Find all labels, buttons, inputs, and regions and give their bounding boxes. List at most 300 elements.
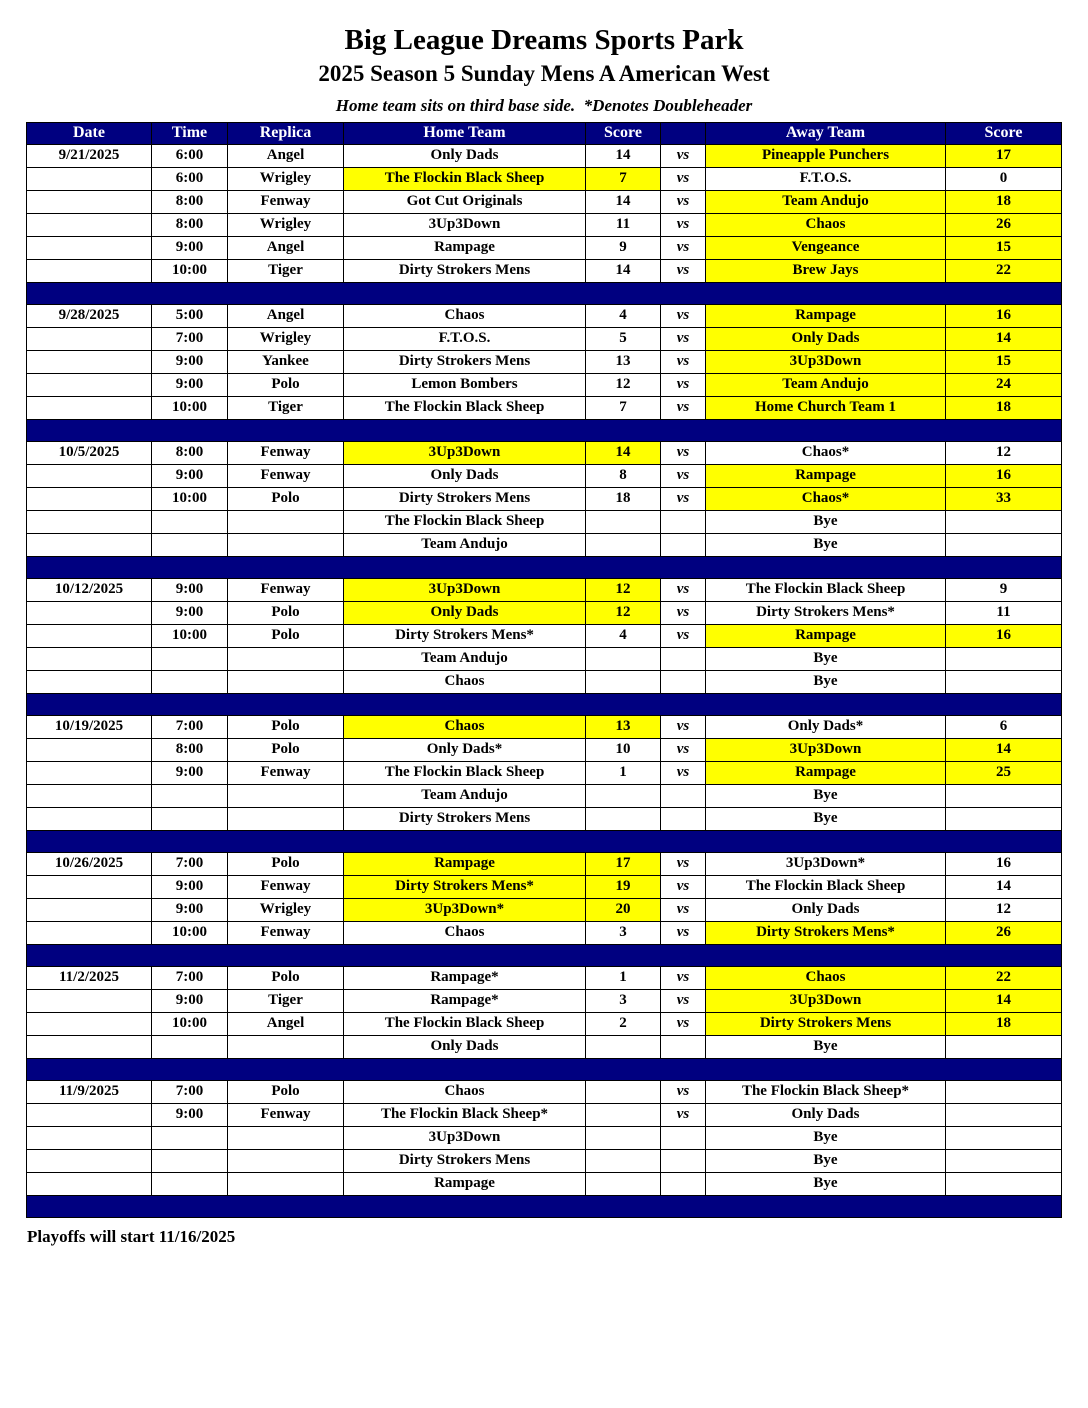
vs-cell: vs [661,1012,706,1035]
replica-cell: Polo [228,487,344,510]
vs-cell [661,1035,706,1058]
home-team-cell: 3Up3Down [344,578,586,601]
col-replica: Replica [228,122,344,144]
time-cell [152,1149,228,1172]
home-team-cell: Only Dads* [344,738,586,761]
page-subtitle: 2025 Season 5 Sunday Mens A American West [318,61,770,87]
col-vs [661,122,706,144]
time-cell: 9:00 [152,989,228,1012]
home-team-cell: Rampage [344,852,586,875]
vs-cell: vs [661,761,706,784]
away-team-cell: Rampage [706,761,946,784]
schedule-row [27,213,1062,236]
schedule-row [27,1172,1062,1195]
replica-cell: Fenway [228,921,344,944]
away-team-cell: Team Andujo [706,373,946,396]
time-cell: 7:00 [152,966,228,989]
away-score-cell [946,1149,1062,1172]
date-cell: 10/12/2025 [27,578,152,601]
away-score-cell: 25 [946,761,1062,784]
away-score-cell: 9 [946,578,1062,601]
time-cell: 9:00 [152,761,228,784]
time-cell [152,670,228,693]
schedule-row [27,350,1062,373]
home-score-cell: 12 [586,601,661,624]
home-score-cell [586,784,661,807]
home-team-cell: Dirty Strokers Mens* [344,624,586,647]
home-score-cell: 20 [586,898,661,921]
home-score-cell: 14 [586,190,661,213]
vs-cell [661,1149,706,1172]
replica-cell [228,1126,344,1149]
replica-cell [228,784,344,807]
away-score-cell: 22 [946,966,1062,989]
group-separator [27,830,1062,852]
replica-cell: Fenway [228,761,344,784]
date-cell [27,510,152,533]
schedule-row [27,898,1062,921]
vs-cell [661,533,706,556]
schedule-row [27,259,1062,282]
replica-cell: Polo [228,624,344,647]
date-cell: 11/9/2025 [27,1080,152,1103]
home-score-cell: 11 [586,213,661,236]
home-team-cell: Only Dads [344,464,586,487]
schedule-row [27,1080,1062,1103]
replica-cell: Wrigley [228,898,344,921]
away-team-cell: Chaos [706,213,946,236]
home-team-cell: Chaos [344,304,586,327]
date-cell [27,236,152,259]
home-team-cell: Team Andujo [344,647,586,670]
replica-cell: Tiger [228,259,344,282]
date-cell [27,670,152,693]
away-team-cell: Only Dads* [706,715,946,738]
away-team-cell: Chaos [706,966,946,989]
date-cell: 10/5/2025 [27,441,152,464]
schedule-row [27,373,1062,396]
home-score-cell: 13 [586,715,661,738]
schedule-row [27,167,1062,190]
away-score-cell [946,1103,1062,1126]
schedule-row [27,807,1062,830]
col-away-team: Away Team [706,122,946,144]
col-date: Date [27,122,152,144]
home-team-cell: Lemon Bombers [344,373,586,396]
away-team-cell: Dirty Strokers Mens* [706,601,946,624]
home-team-cell: Dirty Strokers Mens [344,807,586,830]
home-team-cell: Rampage* [344,966,586,989]
away-team-cell: Bye [706,1035,946,1058]
home-score-cell: 13 [586,350,661,373]
away-team-cell: Only Dads [706,1103,946,1126]
schedule-row [27,327,1062,350]
date-cell [27,350,152,373]
away-score-cell: 26 [946,213,1062,236]
away-score-cell [946,510,1062,533]
table-header [27,122,1062,144]
schedule-row [27,715,1062,738]
replica-cell [228,647,344,670]
vs-cell [661,670,706,693]
vs-cell: vs [661,966,706,989]
home-score-cell: 7 [586,396,661,419]
schedule-row [27,761,1062,784]
group-separator [27,419,1062,441]
group-separator [27,282,1062,304]
replica-cell [228,1172,344,1195]
schedule-row [27,144,1062,167]
date-cell [27,213,152,236]
schedule-table [26,122,1062,1218]
home-score-cell [586,1126,661,1149]
replica-cell [228,670,344,693]
date-cell [27,1035,152,1058]
away-score-cell: 14 [946,327,1062,350]
home-score-cell: 18 [586,487,661,510]
home-team-cell: 3Up3Down [344,441,586,464]
date-cell [27,624,152,647]
separator-bar [27,1058,1062,1080]
away-team-cell: The Flockin Black Sheep [706,578,946,601]
away-team-cell: The Flockin Black Sheep* [706,1080,946,1103]
schedule-row [27,190,1062,213]
away-team-cell: Chaos* [706,487,946,510]
schedule-row [27,784,1062,807]
date-cell [27,898,152,921]
time-cell: 8:00 [152,213,228,236]
away-score-cell: 16 [946,852,1062,875]
home-team-cell: The Flockin Black Sheep [344,510,586,533]
home-score-cell [586,1080,661,1103]
home-team-cell: The Flockin Black Sheep [344,167,586,190]
date-cell: 11/2/2025 [27,966,152,989]
time-cell: 9:00 [152,898,228,921]
time-cell: 9:00 [152,578,228,601]
home-score-cell [586,807,661,830]
away-team-cell: Bye [706,1126,946,1149]
time-cell [152,647,228,670]
away-score-cell [946,1035,1062,1058]
away-team-cell: Pineapple Punchers [706,144,946,167]
away-team-cell: Only Dads [706,898,946,921]
home-score-cell [586,1103,661,1126]
replica-cell: Polo [228,966,344,989]
schedule-row [27,510,1062,533]
home-score-cell: 14 [586,441,661,464]
time-cell: 8:00 [152,738,228,761]
replica-cell: Polo [228,738,344,761]
time-cell: 10:00 [152,259,228,282]
date-cell [27,761,152,784]
away-team-cell: 3Up3Down [706,738,946,761]
away-score-cell: 6 [946,715,1062,738]
away-team-cell: Bye [706,670,946,693]
schedule-row [27,487,1062,510]
home-score-cell [586,1149,661,1172]
home-team-cell: Team Andujo [344,784,586,807]
group-separator [27,1058,1062,1080]
home-team-cell: Dirty Strokers Mens [344,487,586,510]
col-time: Time [152,122,228,144]
away-score-cell [946,1080,1062,1103]
time-cell: 10:00 [152,921,228,944]
time-cell: 10:00 [152,1012,228,1035]
away-score-cell: 33 [946,487,1062,510]
home-score-cell: 2 [586,1012,661,1035]
time-cell: 9:00 [152,236,228,259]
date-cell [27,784,152,807]
home-team-cell: 3Up3Down* [344,898,586,921]
away-team-cell: Dirty Strokers Mens* [706,921,946,944]
home-score-cell: 9 [586,236,661,259]
away-score-cell: 14 [946,989,1062,1012]
vs-cell: vs [661,213,706,236]
home-team-cell: Only Dads [344,601,586,624]
date-cell [27,921,152,944]
vs-cell: vs [661,624,706,647]
time-cell: 7:00 [152,852,228,875]
time-cell [152,807,228,830]
home-team-cell: The Flockin Black Sheep [344,1012,586,1035]
away-team-cell: Bye [706,510,946,533]
date-cell [27,647,152,670]
replica-cell [228,1149,344,1172]
schedule-row [27,1126,1062,1149]
away-team-cell: Chaos* [706,441,946,464]
time-cell [152,533,228,556]
away-score-cell: 12 [946,898,1062,921]
away-score-cell [946,784,1062,807]
away-score-cell [946,647,1062,670]
home-team-cell: Got Cut Originals [344,190,586,213]
away-score-cell: 22 [946,259,1062,282]
time-cell [152,510,228,533]
home-team-cell: Team Andujo [344,533,586,556]
vs-cell: vs [661,441,706,464]
schedule-row [27,1103,1062,1126]
replica-cell: Fenway [228,190,344,213]
away-score-cell: 14 [946,875,1062,898]
group-separator [27,1195,1062,1217]
away-score-cell: 18 [946,1012,1062,1035]
separator-bar [27,944,1062,966]
vs-cell: vs [661,578,706,601]
home-team-cell: F.T.O.S. [344,327,586,350]
page-title: Big League Dreams Sports Park [344,24,744,56]
schedule-row [27,601,1062,624]
vs-cell [661,647,706,670]
date-cell [27,875,152,898]
schedule-row [27,578,1062,601]
away-score-cell: 14 [946,738,1062,761]
replica-cell: Angel [228,236,344,259]
home-team-cell: Dirty Strokers Mens [344,350,586,373]
schedule-note: Home team sits on third base side. *Denotes Doubleheader [335,95,753,115]
vs-cell: vs [661,167,706,190]
home-team-cell: The Flockin Black Sheep [344,396,586,419]
group-separator [27,556,1062,578]
replica-cell [228,533,344,556]
vs-cell [661,1126,706,1149]
home-score-cell: 17 [586,852,661,875]
home-score-cell: 4 [586,624,661,647]
schedule-row [27,852,1062,875]
schedule-row [27,624,1062,647]
vs-cell: vs [661,487,706,510]
vs-cell: vs [661,350,706,373]
schedule-row [27,441,1062,464]
away-score-cell: 17 [946,144,1062,167]
replica-cell [228,510,344,533]
home-score-cell [586,1172,661,1195]
schedule-row [27,1035,1062,1058]
away-team-cell: Bye [706,647,946,670]
time-cell: 6:00 [152,144,228,167]
time-cell: 9:00 [152,464,228,487]
vs-cell: vs [661,190,706,213]
home-score-cell: 5 [586,327,661,350]
separator-bar [27,830,1062,852]
replica-cell: Wrigley [228,327,344,350]
away-score-cell: 16 [946,464,1062,487]
home-team-cell: 3Up3Down [344,213,586,236]
schedule-row [27,533,1062,556]
date-cell [27,1103,152,1126]
away-team-cell: F.T.O.S. [706,167,946,190]
home-team-cell: Dirty Strokers Mens* [344,875,586,898]
vs-cell: vs [661,852,706,875]
separator-bar [27,556,1062,578]
vs-cell: vs [661,396,706,419]
home-team-cell: Dirty Strokers Mens [344,1149,586,1172]
home-score-cell: 7 [586,167,661,190]
away-score-cell: 18 [946,396,1062,419]
home-score-cell: 12 [586,578,661,601]
away-score-cell: 0 [946,167,1062,190]
away-team-cell: Rampage [706,304,946,327]
vs-cell: vs [661,259,706,282]
vs-cell: vs [661,1103,706,1126]
schedule-row [27,921,1062,944]
home-score-cell: 1 [586,966,661,989]
replica-cell: Fenway [228,441,344,464]
date-cell [27,464,152,487]
schedule-row [27,966,1062,989]
replica-cell: Tiger [228,989,344,1012]
playoffs-note: Playoffs will start 11/16/2025 [27,1226,236,1246]
away-team-cell: Dirty Strokers Mens [706,1012,946,1035]
schedule-row [27,1012,1062,1035]
away-team-cell: Rampage [706,464,946,487]
home-team-cell: 3Up3Down [344,1126,586,1149]
date-cell: 9/21/2025 [27,144,152,167]
replica-cell: Fenway [228,578,344,601]
vs-cell: vs [661,738,706,761]
date-cell [27,487,152,510]
away-score-cell: 12 [946,441,1062,464]
replica-cell: Wrigley [228,167,344,190]
home-team-cell: Rampage [344,1172,586,1195]
group-separator [27,944,1062,966]
home-score-cell: 1 [586,761,661,784]
away-score-cell: 11 [946,601,1062,624]
away-score-cell: 15 [946,350,1062,373]
time-cell: 10:00 [152,624,228,647]
time-cell: 8:00 [152,441,228,464]
time-cell: 6:00 [152,167,228,190]
time-cell: 10:00 [152,396,228,419]
away-score-cell: 24 [946,373,1062,396]
schedule-row [27,304,1062,327]
replica-cell: Angel [228,144,344,167]
home-score-cell: 8 [586,464,661,487]
schedule-row [27,738,1062,761]
away-team-cell: Vengeance [706,236,946,259]
schedule-row [27,464,1062,487]
vs-cell [661,784,706,807]
schedule-row [27,875,1062,898]
group-separator [27,693,1062,715]
vs-cell: vs [661,921,706,944]
date-cell: 9/28/2025 [27,304,152,327]
vs-cell: vs [661,236,706,259]
date-cell [27,1012,152,1035]
vs-cell [661,1172,706,1195]
col-home-team: Home Team [344,122,586,144]
away-team-cell: Brew Jays [706,259,946,282]
home-team-cell: Chaos [344,921,586,944]
vs-cell: vs [661,875,706,898]
time-cell [152,784,228,807]
away-score-cell [946,807,1062,830]
home-team-cell: Rampage* [344,989,586,1012]
home-team-cell: Chaos [344,715,586,738]
away-team-cell: Rampage [706,624,946,647]
away-team-cell: Only Dads [706,327,946,350]
away-team-cell: Bye [706,1172,946,1195]
col-away-score: Score [946,122,1062,144]
table-body [27,144,1062,1217]
vs-cell: vs [661,373,706,396]
replica-cell: Tiger [228,396,344,419]
replica-cell: Angel [228,304,344,327]
home-score-cell: 19 [586,875,661,898]
date-cell [27,807,152,830]
time-cell: 9:00 [152,350,228,373]
time-cell: 9:00 [152,875,228,898]
date-cell [27,533,152,556]
vs-cell: vs [661,304,706,327]
time-cell [152,1126,228,1149]
time-cell: 7:00 [152,1080,228,1103]
time-cell [152,1035,228,1058]
date-cell: 10/19/2025 [27,715,152,738]
away-team-cell: Home Church Team 1 [706,396,946,419]
home-team-cell: The Flockin Black Sheep [344,761,586,784]
date-cell [27,190,152,213]
vs-cell: vs [661,715,706,738]
time-cell: 9:00 [152,373,228,396]
date-cell [27,1149,152,1172]
home-score-cell [586,510,661,533]
home-score-cell [586,670,661,693]
time-cell: 8:00 [152,190,228,213]
replica-cell: Yankee [228,350,344,373]
home-score-cell [586,533,661,556]
home-score-cell [586,1035,661,1058]
time-cell: 7:00 [152,327,228,350]
